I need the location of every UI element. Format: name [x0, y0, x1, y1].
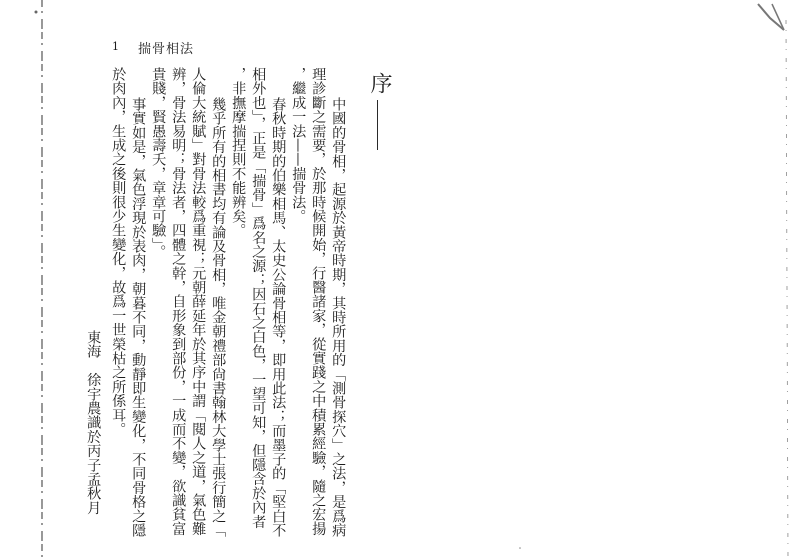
author-signature: 東海 徐宇農識於丙子孟秋月	[85, 330, 102, 515]
text-column: 相外也」，正是「揣骨」爲名之源；因石之白色，一望可知，但隱含於內者	[250, 67, 267, 529]
text-column: 理診斷之需要，於那時候開始，行醫諸家，從實踐之中積累經驗，隨之宏揚	[310, 67, 327, 536]
text-column: 人倫大統賦」對骨法較爲重視；元朝薛延年於其序中謂「閱人之道，氣色難	[190, 67, 207, 536]
text-column: 春秋時期的伯樂相馬、太史公論骨相等，即用此法；而墨子的「堅白不	[270, 97, 287, 538]
book-title: 揣骨相法	[138, 42, 195, 57]
text-column: 辨，骨法易明；骨法者，四體之幹，自形象到部份，一成而不變，欲識貧富	[170, 67, 187, 536]
text-column: 於肉內，生成之後則很少生變化，故爲一世榮枯之所係耳。	[110, 67, 127, 437]
text-column: 幾乎所有的相書均有論及骨相，唯金朝禮部尙書翰林大學士張行簡之「	[210, 97, 227, 538]
scan-speck	[35, 11, 38, 14]
text-column: 貴賤，賢愚壽夭，章章可驗」。	[150, 67, 167, 259]
heading-rule	[377, 100, 378, 150]
text-column: 中國的骨相，起源於黃帝時期，其時所用的「測骨探穴」之法，是爲病	[330, 97, 347, 538]
text-column: 事實如是，氣色浮現於表肉，朝暮不同，動靜即生變化，不同骨格之隱	[130, 97, 147, 538]
text-column: ，繼成一法——揣骨法。	[290, 67, 307, 224]
scan-speck	[519, 547, 521, 549]
page-corner-fold	[758, 4, 784, 30]
preface-heading: 序	[367, 72, 392, 94]
right-margin-line	[786, 20, 788, 560]
text-column: ，非撫摩揣捏則不能辨矣。	[230, 67, 247, 238]
page-number: 1	[112, 40, 119, 53]
